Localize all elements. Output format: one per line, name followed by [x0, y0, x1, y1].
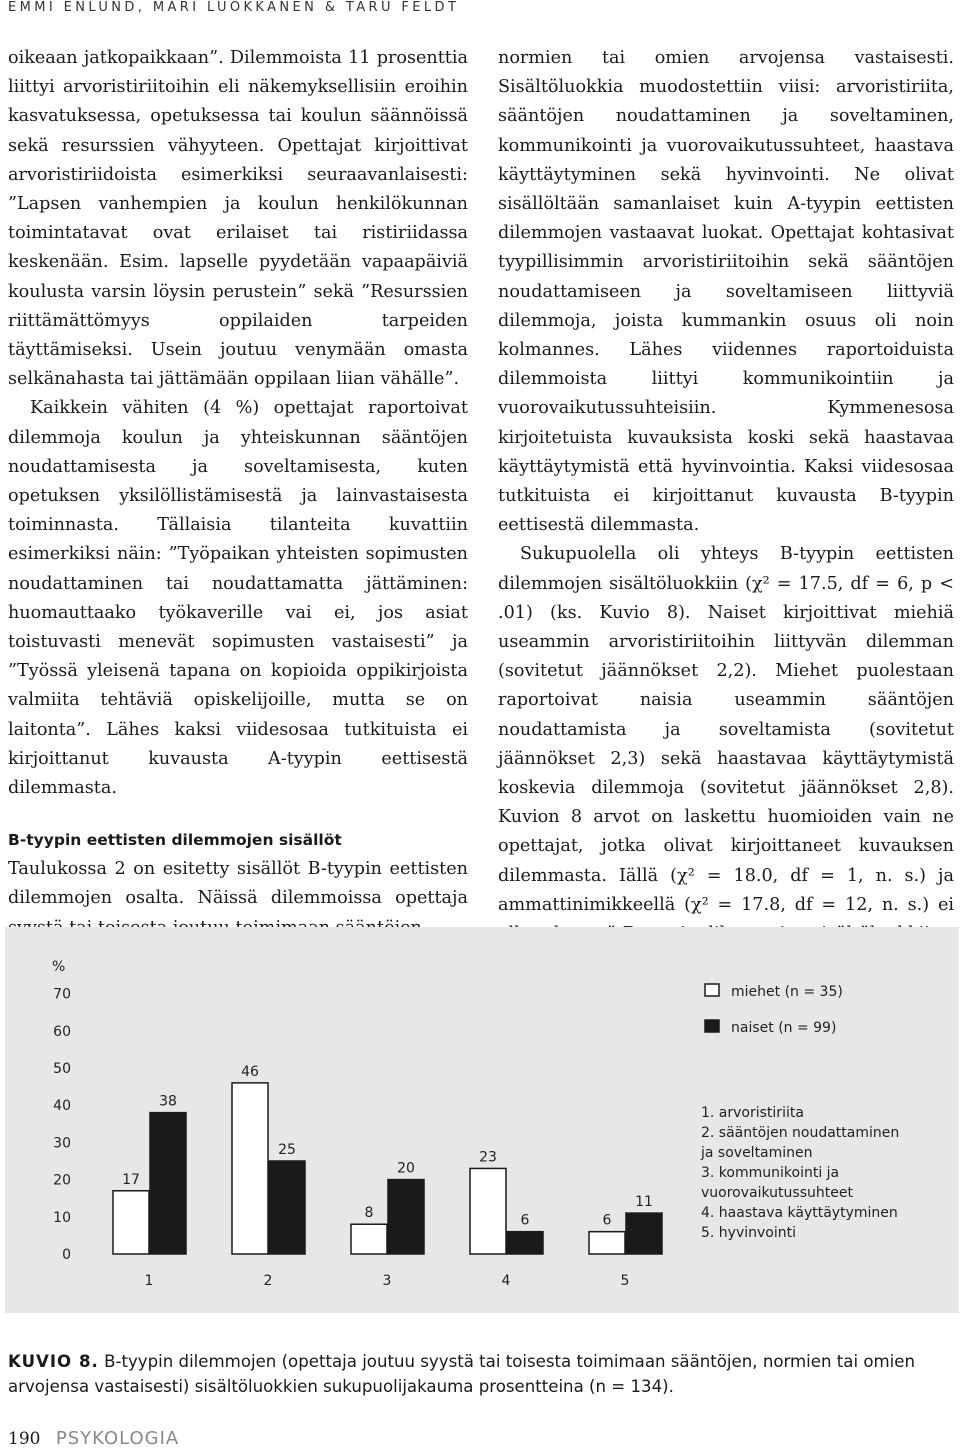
category-key-line: 4. haastava käyttäytyminen: [701, 1205, 898, 1221]
legend-swatch: [705, 1020, 719, 1032]
x-tick-label: 2: [263, 1273, 273, 1289]
journal-name: PSYKOLOGIA: [55, 1428, 180, 1449]
figure-8: [5, 927, 959, 1313]
bar-naiset: [388, 1180, 424, 1254]
bar-miehet: [470, 1168, 506, 1254]
y-tick-label: 50: [53, 1061, 71, 1077]
bar-miehet: [232, 1083, 268, 1254]
bar-miehet: [351, 1224, 387, 1254]
bar-chart: [5, 927, 959, 1313]
bar-naiset: [150, 1113, 186, 1254]
category-key-line: 3. kommunikointi ja: [701, 1165, 840, 1181]
page-footer: [8, 1428, 179, 1449]
x-tick-label: 4: [501, 1273, 511, 1289]
body-paragraph: Sukupuolella oli yhteys B-tyypin eettisten dilemmojen sisältöluokkiin (χ² = 17.5, df = 6, p < .01) (ks. Kuvio 8). Naiset kirjoittivat miehiä useammin arvoristiriitoihin liittyvän dilemman (sovitetut jäännökset 2,2). Miehet puolestaan raportoivat naisia useammin sääntöjen noudattamista ja soveltamista (sovitetut jäännökset 2,3) sekä haastavaa käyttäytymistä koskevia dilemmoja (sovitetut jäännökset 2,8). Kuvion 8 arvot on laskettu huomioiden vain ne opettajat, jotka olivat kirjoittaneet kuvauksen dilemmasta. Iällä (χ² = 18.0, df = 1, n. s.) ja ammattinimikkeellä (χ² = 17.8, df = 12, n. s.) ei: [498, 544, 954, 915]
category-key-line: 2. sääntöjen noudattaminen: [701, 1125, 900, 1141]
bar-miehet: [589, 1232, 625, 1254]
y-tick-label: 20: [53, 1172, 71, 1189]
bar-naiset: [269, 1161, 305, 1254]
body-paragraph: oikeaan jatkopaikkaan”. Dilemmoista 11 prosenttia liittyi arvoristiriitoihin eli näkemyksellisiin eroihin kasvatuksessa, opetuksessa tai koulun säännöissä sekä resurssien vähyyteen. Opettajat kirjoittivat arvoristiriidoista esimerkiksi seuraavanlaisesti: ”Lapsen vanhempien ja koulun henkilökunnan toimintatavat ovat erilaiset tai ristiriidassa keskenään. Esim. lapselle pyydetään vapaapäiviä koulusta varsin löysin perustein” sekä ”Resurssien riittämättömyys oppilaiden tarpeiden täyttämiseksi. Usein joutuu venymään omasta selkänahasta tai jättämään oppilaan liian vähälle”.: [8, 48, 468, 390]
y-tick-label: 30: [53, 1135, 71, 1152]
y-axis-label: %: [52, 959, 66, 975]
data-label: 8: [364, 1205, 374, 1222]
data-label: 23: [479, 1149, 497, 1166]
section-heading: B-tyypin eettisten dilemmojen sisällöt: [8, 831, 342, 850]
figure-caption: [8, 1349, 956, 1399]
body-paragraph: normien tai omien arvojensa vastaisesti. Sisältöluokkia muodostettiin viisi: arvoristiriita, sääntöjen noudattaminen ja soveltaminen, kommunikointi ja vuorovaikutussuhteet, haastava käyttäytyminen sekä hyvinvointi. Ne olivat sisällöltään samanlaiset kuin A-tyypin eettisten dilemmojen vastaavat luokat. Opettajat kohtasivat tyypillisimmin arvoristiriitoihin sekä sääntöjen noudattamiseen ja soveltamiseen liittyviä dilemmoja, joista kummankin osuus oli noin kolmannes. Lähes viidennes raportoiduista dilemmoista liittyi kommunikointiin ja vuorovaikutussuhteisiin. Kymmenesosa kirjoitetuista kuvauksista koski sekä haastavaa käyttäytymistä että hyvinvointia. Kaksi viidesosaa tutkituista ei kirjoittanut kuvausta B-tyypin eettisestä dilemmasta.: [498, 48, 954, 536]
legend-swatch: [705, 984, 719, 996]
y-tick-label: 0: [62, 1247, 71, 1263]
category-key-line: vuorovaikutussuhteet: [701, 1185, 853, 1201]
data-label: 11: [635, 1194, 653, 1211]
caption-label: KUVIO 8.: [8, 1352, 99, 1371]
y-tick-label: 70: [53, 986, 71, 1003]
caption-text: B-tyypin dilemmojen (opettaja joutuu syystä tai toisesta toimimaan sääntöjen, normien tai omien arvojensa vastaisesti) sisältöluokkien sukupuolijakauma prosentteina (n = 134).: [8, 1352, 916, 1396]
data-label: 6: [520, 1212, 530, 1229]
page-number: 190: [8, 1429, 41, 1449]
right-column: [498, 44, 954, 949]
category-key-line: ja soveltaminen: [701, 1145, 813, 1161]
running-header: EMMI ENLUND, MARI LUOKKANEN & TARU FELDT: [8, 0, 460, 15]
body-paragraph: Taulukossa 2 on esitetty sisällöt B-tyypin eettisten dilemmojen osalta. Näissä dilemmoissa opettaja: [8, 859, 468, 909]
x-tick-label: 3: [382, 1273, 392, 1289]
y-tick-label: 10: [53, 1209, 71, 1226]
x-tick-label: 5: [620, 1273, 630, 1289]
bar-naiset: [507, 1232, 543, 1254]
body-paragraph: Kaikkein vähiten (4 %) opettajat raportoivat dilemmoja koulun ja yhteiskunnan sääntöjen noudattamisesta ja soveltamisesta, kuten opetuksen yksilöllistämisestä ja lainvastaisesta toiminnasta. Tällaisia tilanteita kuvattiin esimerkiksi näin: ”Työpaikan yhteisten sopimusten noudattaminen tai noudattamatta jättäminen: huomauttaako työkaverille vai ei, jos asiat toistuvasti menevät sopimusten vastaisesti” ja ”Työssä yleisenä tapana on kopioida oppikirjoista valmiita tehtäviä opiskelijoille, mutta se on laitonta”. Lähes kaksi viidesosaa tutkituista ei kirjoittanut kuvausta A-tyypin eettisestä dilemmasta.: [8, 398, 468, 799]
data-label: 25: [278, 1142, 296, 1158]
data-label: 6: [602, 1212, 612, 1229]
legend-label: naiset (n = 99): [731, 1020, 837, 1036]
y-tick-label: 60: [53, 1023, 71, 1040]
data-label: 38: [159, 1093, 177, 1110]
x-tick-label: 1: [144, 1273, 154, 1289]
legend-label: miehet (n = 35): [731, 984, 843, 1000]
bar-naiset: [626, 1213, 662, 1254]
data-label: 20: [397, 1160, 415, 1177]
left-column: [8, 44, 468, 943]
y-tick-label: 40: [53, 1098, 71, 1115]
category-key-line: 5. hyvinvointi: [701, 1225, 797, 1241]
data-label: 17: [122, 1171, 140, 1188]
data-label: 46: [241, 1063, 259, 1080]
bar-miehet: [113, 1191, 149, 1254]
category-key-line: 1. arvoristiriita: [701, 1105, 804, 1121]
